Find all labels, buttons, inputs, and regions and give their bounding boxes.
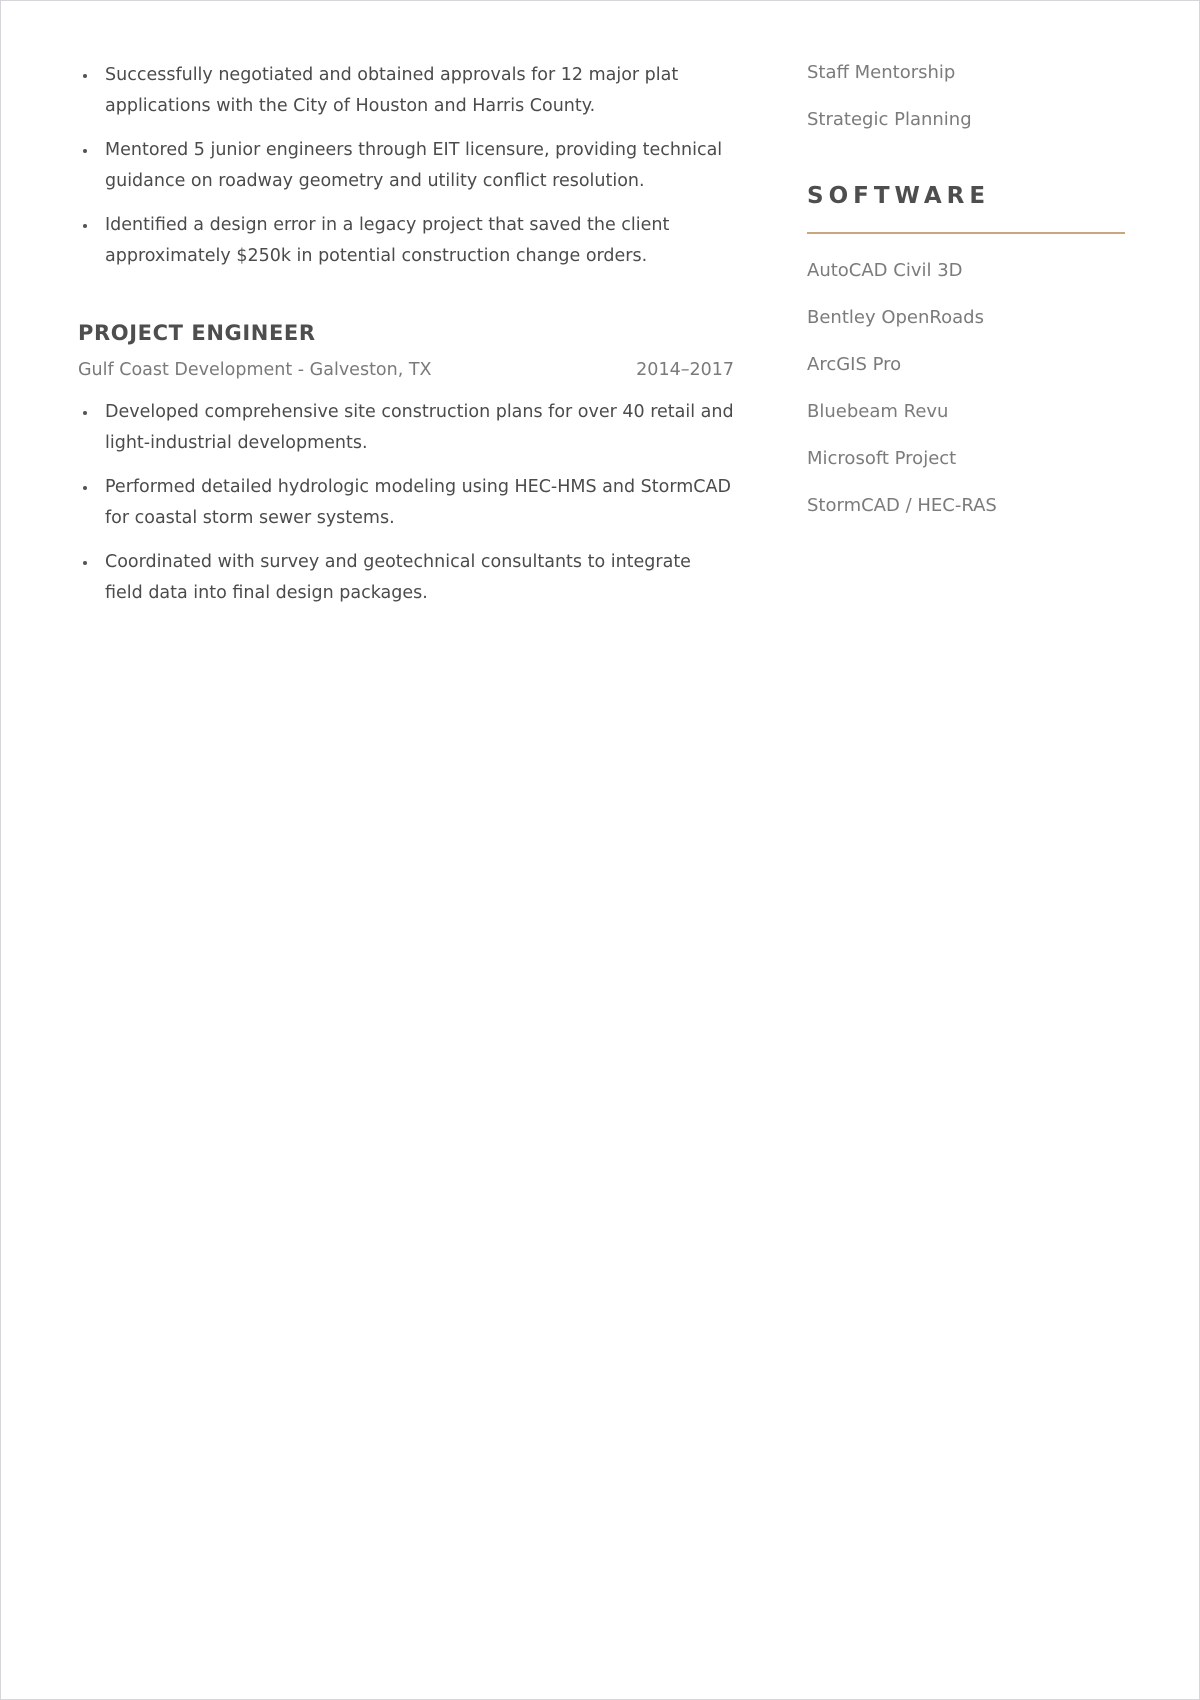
software-heading: SOFTWARE: [807, 183, 991, 209]
bullet-icon: [83, 74, 87, 78]
list-item: [78, 397, 734, 459]
bullet-text: Coordinated with survey and geotechnical consultants to integrate field data into final design packages.: [105, 552, 691, 603]
list-item: [78, 60, 734, 122]
role-meta: [78, 357, 734, 383]
bullet-text: Identified a design error in a legacy project that saved the client approximately $250k in potential construction change orders.: [105, 215, 670, 266]
role-bullets: [78, 397, 734, 609]
software-item: Bentley OpenRoads: [807, 307, 984, 328]
list-item: [78, 547, 734, 609]
role-company: Gulf Coast Development - Galveston, TX: [78, 360, 432, 380]
bullet-text: Mentored 5 junior engineers through EIT licensure, providing technical guidance on roadway geometry and utility conflict resolution.: [105, 140, 723, 191]
bullet-text: Performed detailed hydrologic modeling using HEC-HMS and StormCAD for coastal storm sewer systems.: [105, 477, 731, 528]
bullet-text: Developed comprehensive site construction plans for over 40 retail and light-industrial developments.: [105, 402, 734, 453]
previous-role-bullets: [78, 60, 734, 272]
section-divider: [807, 232, 1125, 234]
software-item: AutoCAD Civil 3D: [807, 260, 963, 281]
software-list: [807, 258, 1125, 519]
skill-item: Staff Mentorship: [807, 62, 956, 83]
role-title: PROJECT ENGINEER: [78, 321, 316, 345]
software-item: Bluebeam Revu: [807, 401, 949, 422]
role-project-engineer: [78, 318, 734, 609]
bullet-icon: [83, 486, 87, 490]
software-item: Microsoft Project: [807, 448, 957, 469]
skills-list: [807, 60, 1125, 133]
bullet-icon: [83, 561, 87, 565]
bullet-text: Successfully negotiated and obtained approvals for 12 major plat applications with the City of Houston and Harris County.: [105, 65, 679, 116]
main-column: [78, 60, 734, 622]
sidebar-column: [807, 60, 1125, 540]
role-dates: 2014–2017: [636, 360, 734, 380]
software-item: StormCAD / HEC-RAS: [807, 495, 997, 516]
list-item: [78, 472, 734, 534]
bullet-icon: [83, 149, 87, 153]
list-item: [78, 210, 734, 272]
bullet-icon: [83, 224, 87, 228]
list-item: [78, 135, 734, 197]
skill-item: Strategic Planning: [807, 109, 972, 130]
bullet-icon: [83, 411, 87, 415]
software-item: ArcGIS Pro: [807, 354, 902, 375]
